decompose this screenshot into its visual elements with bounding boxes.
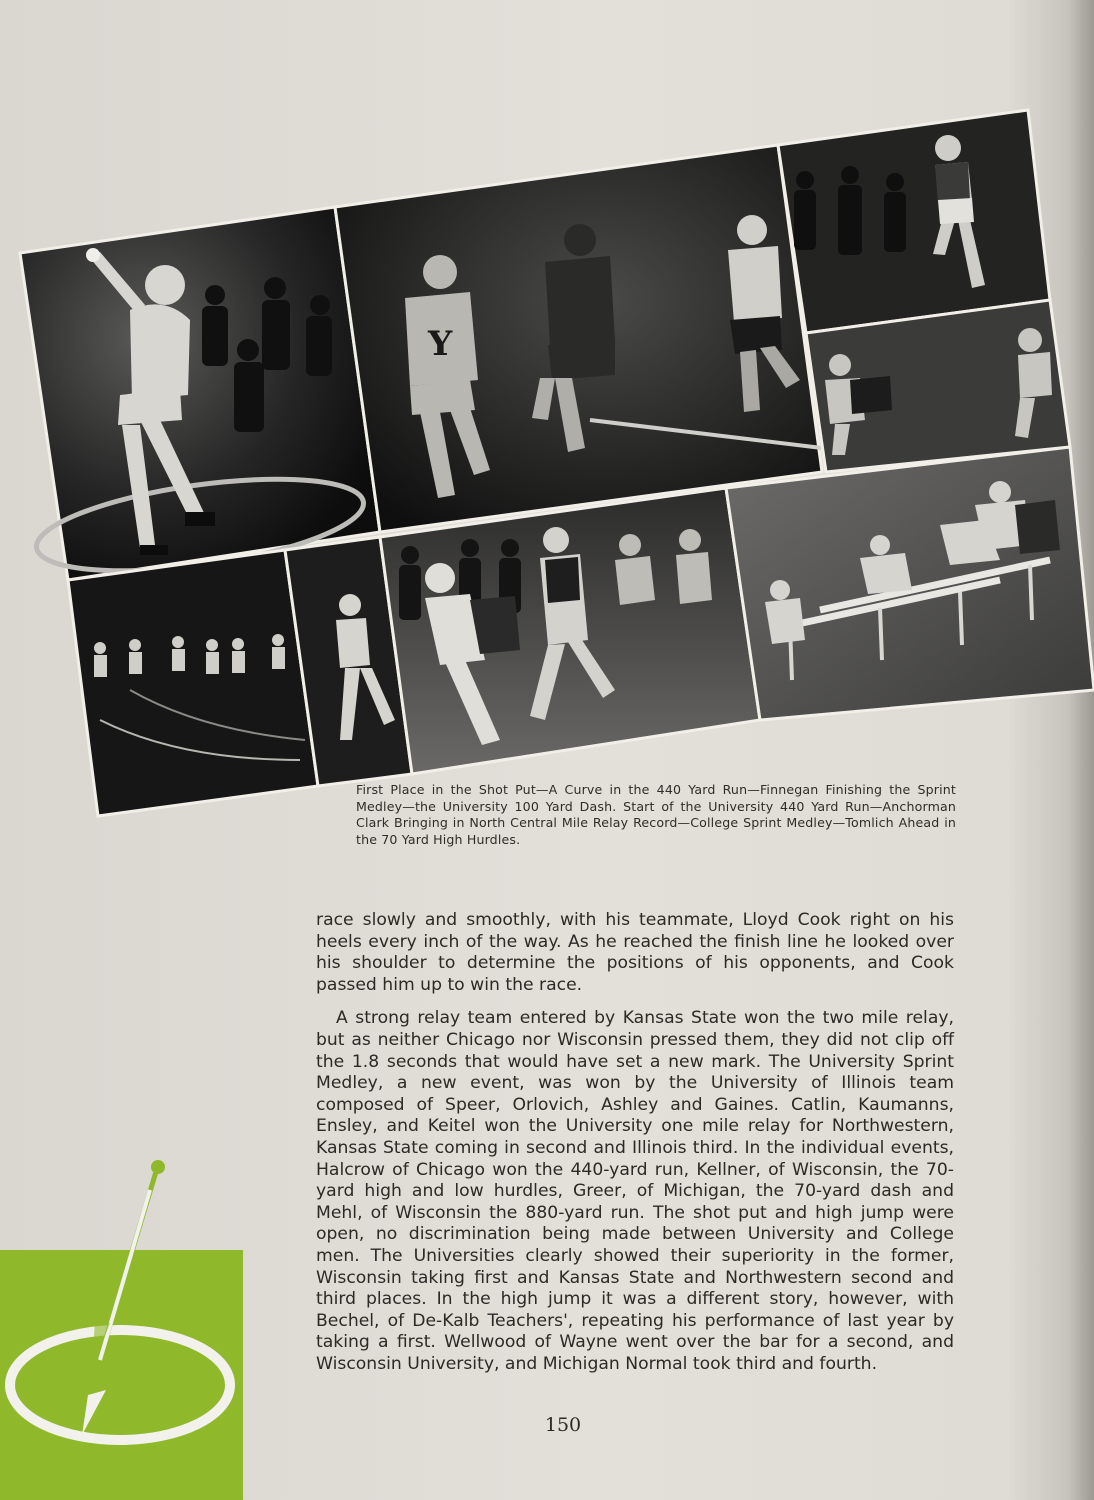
page-number: 150 bbox=[544, 1414, 582, 1436]
photo-70-yard-high-hurdles bbox=[726, 447, 1094, 720]
javelin-icon bbox=[0, 1145, 260, 1445]
photo-sprint-medley-finish bbox=[778, 110, 1050, 333]
body-paragraph: race slowly and smoothly, with his teammate, Lloyd Cook right on his heels every inch of the way. As he reached the finish line he looked over his shoulder to determine the positions of his opponents, and Cook passed him up to win the race. bbox=[316, 910, 954, 995]
photo-caption: First Place in the Shot Put—A Curve in the 440 Yard Run—Finnegan Finishing the Sprint Medley—the University 100 Yard Dash. Start of the University 440 Yard Run—Anchorman Clark Bringing in North Central Mile Relay Record—College Sprint Medley—Tomlich Ahead in the 70 Yard High Hurdles. bbox=[356, 782, 956, 847]
article-body bbox=[316, 910, 954, 1375]
photo-440-start bbox=[68, 550, 318, 816]
photo-440-curve bbox=[335, 145, 822, 532]
svg-text:Y: Y bbox=[428, 324, 453, 364]
photo-shot-put bbox=[20, 207, 380, 588]
photo-college-sprint-medley bbox=[380, 488, 760, 774]
body-paragraph: A strong relay team entered by Kansas State won the two mile relay, but as neither Chicago nor Wisconsin pressed them, they did not clip off the 1.8 seconds that would have set a new mark. The University Sprint Medley, a new event, was won by the University of Illinois team composed of Speer, Orlovich, Ashley and Gaines. Catlin, Kaumanns, Ensley, and Keitel won the University one mile relay for Northwestern, Kansas State coming in second and Illinois third. In the individual events, Halcrow of Chicago won the 440-yard run, Kellner, of Wisconsin, the 70-yard high and low hurdles, Greer, of Michigan, the 70-yard dash and Mehl, of Wisconsin the 880-yard run. The shot put and high jump were open, no discrimination being made between University and College men. The Universities clearly showed their superiority in the former, Wisconsin taking first and Kansas State and Northwestern second and third places. In the high jump it was a different story, however, with Bechel, of De-Kalb Teachers', repeating his performance of last year by taking a first. Wellwood of Wayne went over the bar for a second, and Wisconsin University, and Michigan Normal took third and fourth. bbox=[316, 1008, 954, 1374]
